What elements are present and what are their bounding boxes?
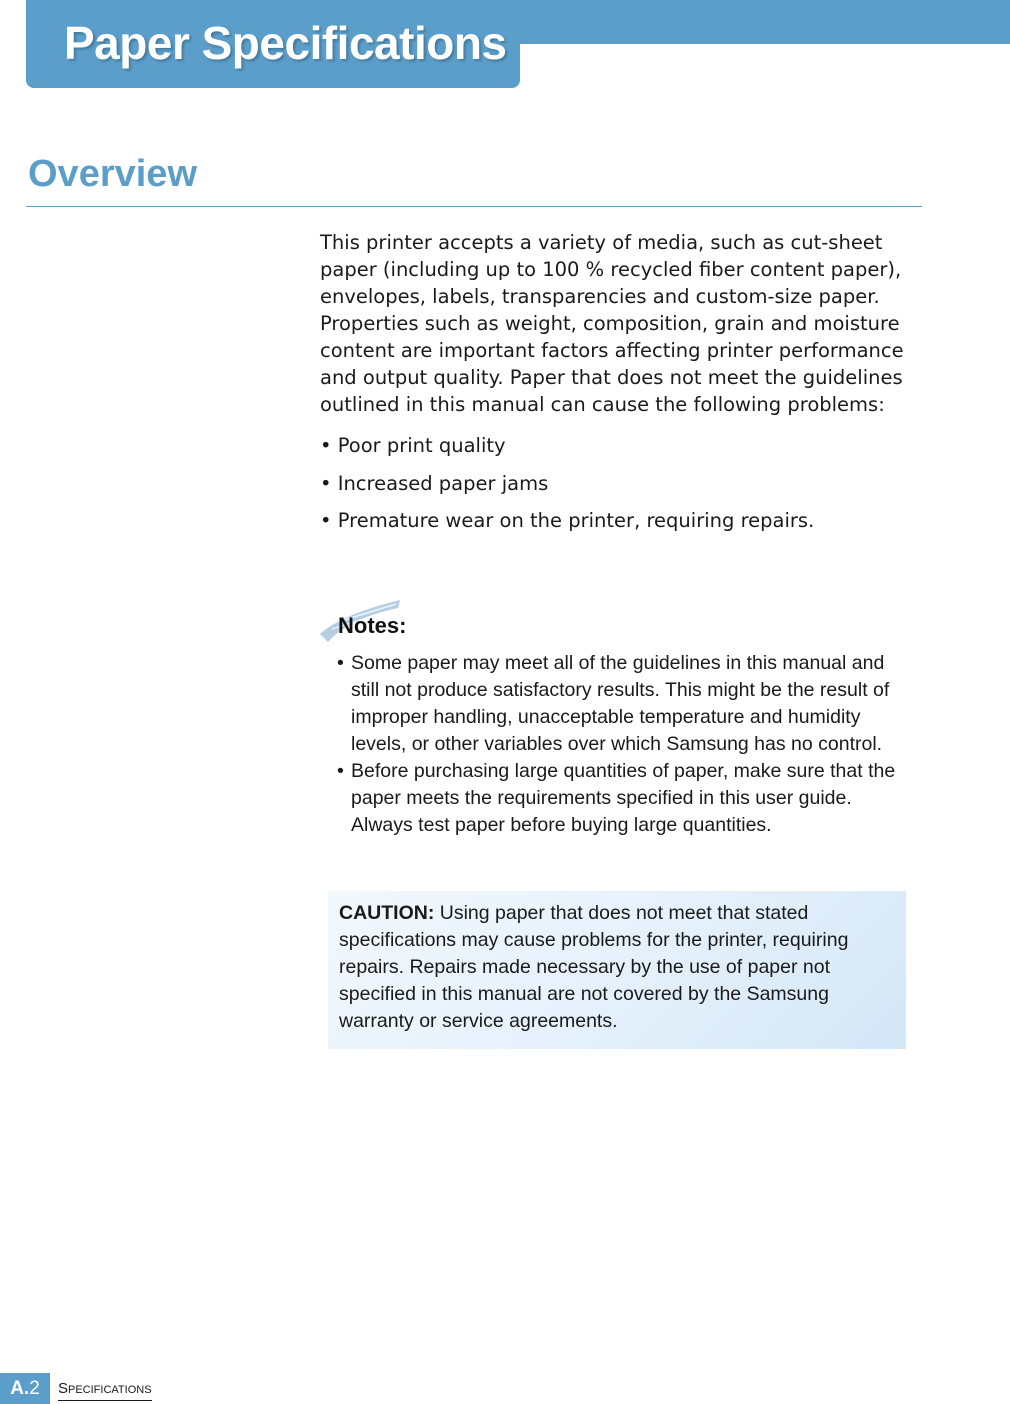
caution-text [339,900,879,1035]
caution-body: Using paper that does not meet that stated specifications may cause problems for the printer, requiring repairs. Repairs made necessary by the use of paper not specified in this manual are not covered by the Samsung warranty or service agreements. [339,902,849,1032]
notes-list [337,650,912,839]
overview-paragraph: This printer accepts a variety of media, such as cut-sheet paper (including up to 100 % recycled fiber content paper), envelopes, labels, transparencies and custom-size paper. Properties such as weight, composition, grain and moisture content are important factors affecting printer performance and output quality. Paper that does not meet the guidelines outlined in this manual can cause the following problems: [320,231,904,416]
note-text: Some paper may meet all of the guidelines in this manual and still not produce satisfactory results. This might be the result of improper handling, unacceptable temperature and humidity levels, or other variables over which Samsung has no control. [351,652,890,755]
page-prefix: A. [10,1378,30,1399]
page-number-badge [0,1373,50,1404]
page-number: 2 [29,1378,40,1399]
section-heading: Overview [28,153,197,195]
caution-label: CAUTION: [339,902,435,924]
notes-heading: Notes: [338,613,407,638]
bullet: • [337,760,344,782]
section-divider [26,206,922,207]
note-text: Before purchasing large quantities of paper, make sure that the paper meets the requirements specified in this user guide. Always test paper before buying large quantities. [351,760,896,836]
problem-item: • Premature wear on the printer, requiring repairs. [320,509,815,532]
problem-item: • Poor print quality [320,434,506,457]
problems-list [320,432,814,545]
note-item [337,650,912,758]
bullet: • [337,652,344,674]
problem-item: • Increased paper jams [320,471,549,495]
header-band [510,0,1010,44]
note-item [337,758,912,839]
page-title: Paper Specifications [64,17,507,69]
caution-box [328,891,906,1049]
footer-section-title: Specifications [58,1378,152,1401]
